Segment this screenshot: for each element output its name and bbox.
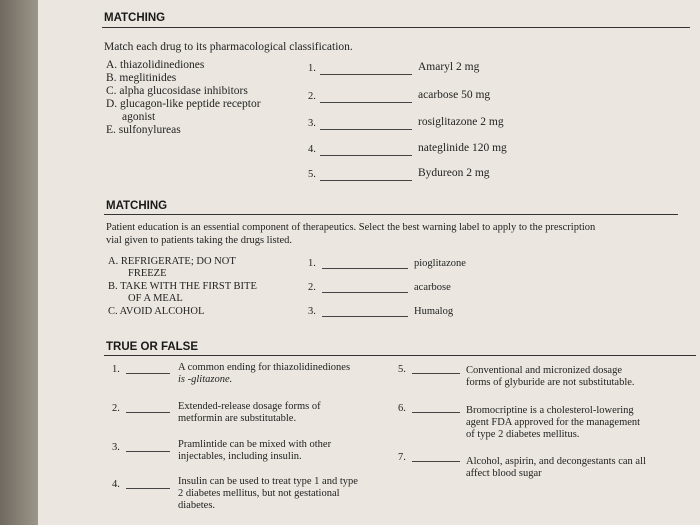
item-number: 2. [308,282,316,293]
tf-answer-blank[interactable] [126,373,170,374]
drug-name: Humalog [414,306,454,317]
choice-d: D. glucagon-like peptide receptor [106,98,261,110]
tf-statement: Extended-release dosage forms of metformin are substitutable. [178,401,321,424]
tf-number: 1. [112,364,120,375]
item-number: 5. [308,169,316,180]
heading-rule [104,214,678,215]
section-heading-matching-1: MATCHING [104,12,166,24]
choice-a: A. thiazolidinediones [106,59,205,71]
instruction-text: Patient education is an essential component of therapeutics. Select the best warning label to apply to the prescription [106,222,596,233]
item-number: 3. [308,118,316,129]
tf-statement: Pramlintide can be mixed with other injectables, including insulin. [178,439,332,462]
drug-name: rosiglitazone 2 mg [418,116,504,128]
item-number: 4. [308,144,316,155]
drug-name: acarbose 50 mg [418,89,491,101]
drug-name: acarbose [414,282,451,293]
tf-number: 6. [398,403,406,414]
tf-number: 3. [112,442,120,453]
answer-blank[interactable] [320,155,412,156]
section-heading-true-false: TRUE OR FALSE [106,341,199,353]
item-number: 2. [308,91,316,102]
answer-blank[interactable] [322,316,408,317]
tf-answer-blank[interactable] [126,412,170,413]
tf-statement: A common ending for thiazolidinediones is -glitazone. [178,362,351,385]
drug-name: nateglinide 120 mg [418,142,507,154]
answer-blank[interactable] [322,292,408,293]
item-number: 1. [308,258,316,269]
tf-answer-blank[interactable] [126,451,170,452]
tf-number: 7. [398,452,406,463]
section-heading-matching-2: MATCHING [106,200,168,212]
tf-statement: Alcohol, aspirin, and decongestants can all affect blood sugar [466,456,646,479]
choice-a: A. REFRIGERATE; DO NOT [108,256,236,267]
tf-statement: Insulin can be used to treat type 1 and type 2 diabetes mellitus, but not gestational diabetes. [178,476,358,511]
answer-blank[interactable] [320,180,412,181]
choice-d-cont: agonist [122,111,156,123]
choice-a-cont: FREEZE [128,268,167,279]
choice-e: E. sulfonylureas [106,124,181,136]
choice-b: B. TAKE WITH THE FIRST BITE [108,281,257,292]
item-number: 3. [308,306,316,317]
tf-statement: Conventional and micronized dosage forms of glyburide are not substitutable. [466,365,635,388]
answer-blank[interactable] [322,268,408,269]
drug-name: Bydureon 2 mg [418,167,490,179]
choice-b: B. meglitinides [106,72,177,84]
drug-name: Amaryl 2 mg [418,61,480,73]
heading-rule [102,27,690,28]
instruction-text: Match each drug to its pharmacological classification. [104,41,353,53]
tf-answer-blank[interactable] [412,373,460,374]
choice-b-cont: OF A MEAL [128,293,183,304]
tf-answer-blank[interactable] [126,488,170,489]
tf-answer-blank[interactable] [412,412,460,413]
tf-statement: Bromocriptine is a cholesterol-lowering agent FDA approved for the management of type 2 diabetes mellitus. [466,405,641,440]
answer-blank[interactable] [320,102,412,103]
answer-blank[interactable] [320,74,412,75]
choice-c: C. alpha glucosidase inhibitors [106,85,248,97]
tf-answer-blank[interactable] [412,461,460,462]
choice-c: C. AVOID ALCOHOL [108,306,205,317]
instruction-text: vial given to patients taking the drugs listed. [106,235,293,246]
drug-name: pioglitazone [414,258,466,269]
heading-rule [104,355,696,356]
answer-blank[interactable] [320,129,412,130]
item-number: 1. [308,63,316,74]
tf-number: 5. [398,364,406,375]
tf-number: 4. [112,479,120,490]
tf-number: 2. [112,403,120,414]
page-shadow [0,0,40,525]
